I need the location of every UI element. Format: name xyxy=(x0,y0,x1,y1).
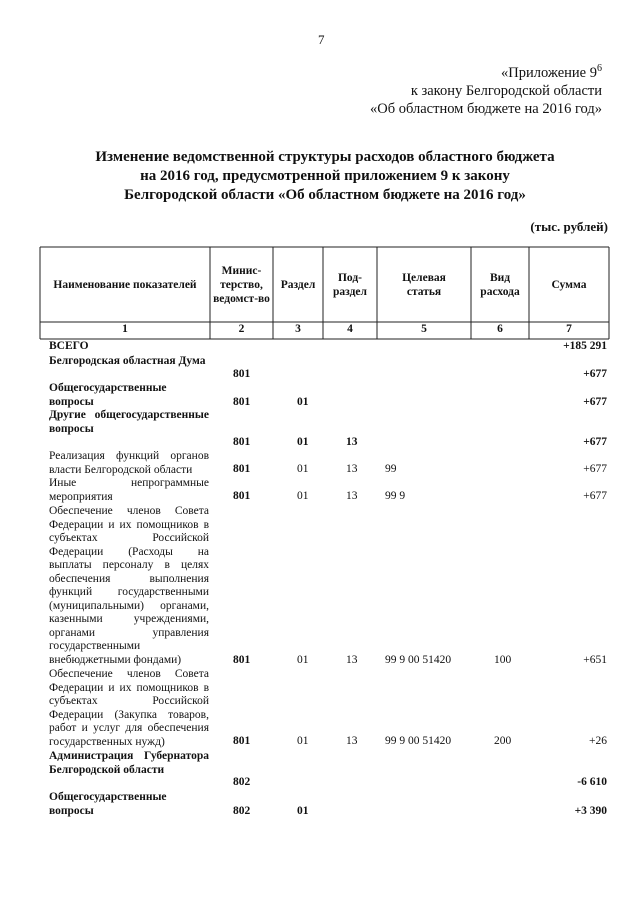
appendix-title: «Приложение 9 xyxy=(501,64,597,81)
table-cell-section: 01 xyxy=(297,654,309,666)
table-cell-ministry: 801 xyxy=(233,396,251,408)
table-cell-sum: +677 xyxy=(583,490,607,502)
table-row-name: Обеспечение членов Совета Федерации и их помощников в субъектах Российской Федерации (Расходы на выплаты персоналу в целях обеспечения выполнения функций государственными (муниципальными) органами, казенными учреждениями, органами управления государственными внебюджетными фондами) xyxy=(49,505,209,666)
column-number: 7 xyxy=(566,323,572,335)
table-cell-target: 99 xyxy=(385,463,397,475)
table-cell-type: 200 xyxy=(494,735,512,747)
title-line-1: Изменение ведомственной структуры расходов областного бюджета xyxy=(95,149,555,165)
table-cell-section: 01 xyxy=(297,735,309,747)
title-line-3: Белгородской области «Об областном бюджете на 2016 год» xyxy=(124,187,526,203)
table-cell-sum: +677 xyxy=(583,368,607,380)
appendix-law-title: «Об областном бюджете на 2016 год» xyxy=(370,100,602,117)
table-cell-subsection: 13 xyxy=(346,490,358,502)
header-type: Вид расхода xyxy=(480,271,520,298)
table-row-name: Общегосударственные вопросы xyxy=(49,382,167,408)
table-row-name: Обеспечение членов Совета Федерации и их помощников в субъектах Российской Федерации (Закупка товаров, работ и услуг для обеспечения государственных нужд) xyxy=(49,668,209,748)
table-cell-section: 01 xyxy=(297,396,309,408)
table-cell-target: 99 9 xyxy=(385,490,406,502)
table-cell-subsection: 13 xyxy=(346,436,358,448)
table-cell-ministry: 801 xyxy=(233,654,251,666)
table-cell-ministry: 801 xyxy=(233,735,251,747)
page-number: 7 xyxy=(318,32,325,47)
table-cell-section: 01 xyxy=(297,436,309,448)
column-number: 4 xyxy=(347,323,353,335)
table-cell-ministry: 802 xyxy=(233,805,251,817)
column-number: 5 xyxy=(421,323,427,335)
table-row-name: Иные непрограммные мероприятия xyxy=(49,477,209,503)
appendix-law: к закону Белгородской области xyxy=(410,82,602,99)
header-sum: Сумма xyxy=(551,278,587,291)
header-target: Целевая статья xyxy=(402,271,446,298)
table-cell-sum: +677 xyxy=(583,396,607,408)
appendix-superscript: 6 xyxy=(597,63,602,74)
header-section: Раздел xyxy=(280,278,316,291)
table-row-name: Администрация Губернатора Белгородской области xyxy=(49,750,209,776)
header-subsection: Под-раздел xyxy=(333,271,367,298)
table-cell-ministry: 801 xyxy=(233,436,251,448)
table-row-name: Общегосударственные вопросы xyxy=(49,791,167,817)
table-cell-sum: +185 291 xyxy=(563,340,607,352)
table-cell-sum: +26 xyxy=(589,735,607,747)
table-cell-target: 99 9 00 51420 xyxy=(385,654,452,666)
units-label: (тыс. рублей) xyxy=(530,219,608,234)
table-cell-section: 01 xyxy=(297,805,309,817)
table-cell-target: 99 9 00 51420 xyxy=(385,735,452,747)
table-cell-ministry: 801 xyxy=(233,490,251,502)
table-cell-ministry: 801 xyxy=(233,463,251,475)
table-cell-sum: +677 xyxy=(583,436,607,448)
table-row-name: Реализация функций органов власти Белгородской области xyxy=(49,450,209,476)
table-cell-sum: +651 xyxy=(583,654,607,666)
table-cell-ministry: 802 xyxy=(233,776,251,788)
table-cell-subsection: 13 xyxy=(346,463,358,475)
column-number: 3 xyxy=(295,323,301,335)
table-cell-sum: -6 610 xyxy=(577,776,607,788)
table-row-name: ВСЕГО xyxy=(49,340,89,352)
table-row-name: Другие общегосударственные вопросы xyxy=(49,409,209,435)
column-number: 2 xyxy=(238,323,245,335)
title-line-2: на 2016 год, предусмотренной приложением 9 к закону xyxy=(140,168,510,184)
header-ministry: Минис-терство, ведомст-во xyxy=(213,264,270,305)
column-number: 6 xyxy=(497,323,503,335)
table-cell-section: 01 xyxy=(297,463,309,475)
table-cell-subsection: 13 xyxy=(346,735,358,747)
column-number: 1 xyxy=(122,323,128,335)
table-cell-sum: +677 xyxy=(583,463,607,475)
table-row-name: Белгородская областная Дума xyxy=(49,355,206,367)
table-cell-type: 100 xyxy=(494,654,512,666)
table-cell-ministry: 801 xyxy=(233,368,251,380)
header-name: Наименование показателей xyxy=(53,278,197,291)
table-cell-subsection: 13 xyxy=(346,654,358,666)
table-cell-section: 01 xyxy=(297,490,309,502)
table-cell-sum: +3 390 xyxy=(574,805,607,817)
